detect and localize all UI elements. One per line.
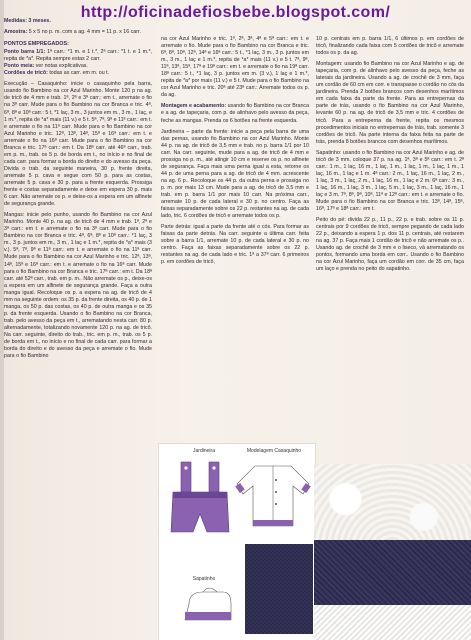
cordoes-text: todas as carr. em m. ou t. [47, 70, 110, 77]
schematic-panel [158, 443, 316, 640]
montagem-jardineira-paragraph: Montagem: usando fio Bambino na cor Azul Marinho e ag. de tapeçaria, com p. de alinhavo pelo avesso da peça, feche as laterais da jardineira. Usando a ag. de crochê de 3 mm, faça um cordão de 60 cm em corr. e transpasse o cordão no cós da jardineira. Prenda 2 botões brancos com desenhos marítimos em cada faixa da parte da frente. Para as entrepernas da parte de trás, usando o fio Bambino na cor Azul Marinho, levante 60 p. na ag. de tricô de 3,5 mm e tric. 4 cordões de tricô. Para a entreperna da frente, repita os mesmos procedimentos iniciais no entrepernas de trás, trab. somente 3 cordões de tricô. Na parte interna da faixa feita na parte de trás, prenda 8 botões brancos com desenhos marítimos. [316, 61, 464, 145]
jardineira-title: Jardineira [193, 448, 215, 454]
schematic-drawing [159, 444, 315, 640]
cordoes-label: Cordões de tricô: [4, 70, 48, 77]
col2-continuation: na cor Azul Marinho e tric. 1ª, 2ª, 3ª, 4ª e 5ª carr.: em t. e arremate o fio. Mude para o fio Bambino na cor Branca e tric. 6ª, 8ª, 10ª, 12ª, 14ª e 16ª carr.: 5 t., *1 laç, 3 m., 3 p. juntos em m., 3 m., 1 laç e 1 m.*, repita de *a* mais (11 v.) e 5 t. 7ª, 9ª, 11ª, 13ª, 15ª, 17ª e 19ª carr.: em t. e arremate o fio na 19ª carr. 18ª carr.: 5 t., *1 laç, 3 p. juntos em m. (3 v.), 1 laç e 1 m.*, repita de *a* por mais (11 v.) e 5 t. Mude para o fio Bambino na cor Azul Marinho e tric. 20ª até 23ª carr.: Arremate todos os p. da ag. [161, 36, 309, 99]
ponto-barra-text: 1ª carr.: *1 m. e 1 t.*, 2ª carr.: *1 t. e 1 m.*, repita de *a*. Repita sempre estas 2 carr. [4, 49, 153, 63]
ponto-barra-label: Ponto barra 1/1: [4, 49, 46, 56]
amostra-text: 5 x 5 no p. m. com a ag. 4 mm = 11 p. x 16 carr. [27, 29, 141, 36]
casaquinho-diagram [235, 466, 311, 526]
peito-paragraph: Peito do pé: divida 22 p., 11 p., 22 p. e trab. sobre os 11 p. centrais por 9 cordões de tricô, sempre pegando de cada lado 22 p., deixando a espera 1 p. dos 11 p. centrais, até restarem na ag. 37 p. Faça mais 1 cordão de tricô e não arremate os p.. Usando ag. de crochê de 3 mm e o liseco, vá arrematando os pontos, formando uma borda em corr.. Usando o fio Bambino na cor Azul Marinho, faça um cordão em corr. de 35 cm, faça um laço e prenda no peito do sapatinho. [316, 217, 464, 273]
column-3 [316, 14, 464, 278]
ponto-meia-label: Ponto meia: [4, 63, 35, 70]
montagem-paragraph [161, 103, 309, 124]
montagem-label: Montagem e acabamento: [161, 103, 227, 110]
blog-url[interactable]: http://oficinadefiosbebe.blogspot.com/ [80, 4, 391, 21]
medidas-text: Medidas: 3 meses. [4, 18, 51, 24]
jardineira-paragraph: Jardineira – parte da frente: inicie a peça pela barra de uma das pernas, usando fio Bambino na cor Azul Marinho. Monte 44 p. na ag. de tricô de 3,5 mm e trab. no p. barra 1/1 por 10 carr. Na carr. seguinte, mude para a ag. de tricô de 4 mm e prossiga no p. m., até atingir 10 cm e reserve os p. no alfinete de segurança. Faça mais uma perna igual a esta, retorne os 44 p. de uma perna para a ag. de tricô de 4 mm. acrescente na ag. 6 p.. Recoloque os 44 p. da outra perna e prossiga no p. m. por mais 13 cm. Mude para a ag. de tricô de 3,5 mm e trab. em p. barra 1/1 por mais 10 carr. Na próxima carr., arremate 10 p. de cada lateral e 30 p. no centro. Faça as faixas separadamente sobre os 22 p. restantes na ag. de cada lado, tric. 6 cordões de tricô e arremate todos os p. [161, 128, 309, 220]
ponto-barra-paragraph [4, 49, 152, 63]
ponto-meia-paragraph [4, 63, 152, 70]
tras-paragraph: Parte detrás: igual a parte da frente até o cós. Para formar as faixas da parte detrás. Na carr. seguinte a última carr. feita sobre a barra 1/1, arremate 10 p. de cada lateral e 30 p. no centro. Faça as faixas separadamente sobre os 22 p. restantes na ag. de cada lado e tric. 1ª a 37ª carr. 6 primeiros p. em cordões de tricô, [161, 224, 309, 266]
montagem-text: usando fio Bambino na cor Branca e a ag. de tapeçaria, com p. de alinhavo pelo avesso da peça, feche as mangas. Prenda os 6 botões na frente esquerda. [161, 103, 309, 124]
amostra-paragraph [4, 29, 152, 36]
column-1 [4, 14, 152, 364]
sapatinho-diagram [185, 588, 231, 620]
sapatinho-paragraph: Sapatinho: usando o fio Bambino na cor Azul Marinho e ag. de tricô de 3 mm, coloque 37 p. na ag. 1ª, 3ª e 5ª carr.: em t. 2ª carr.: 1 m., 1 laç, 16 m., 1 laç, 1 m., 1 laç, 1 m., 1 laç, 1 m., 1 laç, 16 m., 1 laç e 1 m. 4ª carr.: 2 m., 1 laç, 16 m., 1 laç, 2 m., 1 laç, 3 m., 1 laç, 2 m., 1 laç, 16 m., 1 laç e 2 m. 6ª carr.: 3 m., 1 laç, 16 m., 1 laç, 3 m., 1 laç, 5 m., 1 laç, 3 m., 1 laç, 16 m., 1 laç e 3 m. 7ª, 8ª, 9ª, 10ª, 11ª e 12ª carr.: em t. e arremate o fio. Mude para o fio Bambino na cor Branca e tric. 13ª, 14ª, 15ª, 16ª, 17ª e 18ª carr.: em t. [316, 149, 464, 213]
amostra-label: Amostra: [4, 29, 28, 36]
jardineira-diagram [171, 462, 229, 532]
ponto-meia-text: ver notas explicativas. [34, 63, 88, 70]
casaquinho-title: Modelagem Casaquinho [246, 448, 302, 454]
pontos-heading: PONTOS EMPREGADOS: [4, 41, 69, 48]
execucao-paragraph: Execução – Casaquinho: inicie o casaquinho pela barra, usando fio Bambino na cor Azul Marinho. Monte 120 p na ag. de tricô de 4 mm e trab. 1ª, 2ª e 3ª carr.: em t., arremate o fio na 3ª carr. Mude para o fio Bambino na cor Branca e tric. 4ª, 6ª, 8ª e 10ª carr.: 5 t, *1 laç, 3 m., 3 juntos em m., 3 m., 1 laç, e 1 m.*, repita de *a* mais (11 v.) e 5 t. 5ª, 7ª, 9ª e 11ª carr.: em t. e arremate o fio na 11ª carr. Mude para o fio Bambino na cor Azul Marinho e tric. 12ª, 13ª, 14ª, 15ª e 16ª carr.: em t. e arremate o fio na 16ª carr. Mude para o fio Bambino na cor Branca e tric. 17ª carr.: em t. Da 18ª carr. até 46ª carr., trab. em p. m., trab. os 5 p. de borda em t., no início e no final de cada carr. para formar a borda do direito e do avesso da peça. Divida o trab. da seguinte maneira, 30 p. frente direita, arremate 5 p. cava e segue com 50 p. para as costas, arremate 5 p. cava e 30 p. para a frente esquerda. Prossiga frente e costas separadamente e deixe em espera 30 p. mais 6 carr. Não arremate os p. e deixe-os a espera em um alfinete de segurança grande. [4, 81, 152, 208]
mangas-paragraph: Mangas: inicie pelo punho, usando fio Bambino na cor Azul Marinho. Monte 40 p. na ag. de tricô de 4 mm e trab. 1ª, 2ª e 3ª carr.: em t. e arremate o fio na 3ª carr. Mude para o fio Bambino na cor Branca e tric. 4ª, 6ª, 8ª e 10ª carr.: *1 laç, 3 m., 3 p. juntos em m., 3 m., 1 laç e 1 m.*, repita de *a* mais (3 v.). 5ª, 7ª, 9ª e 11ª carr.: em t. e arremate o fio na 11ª carr. Mude para o fio Bambino na cor Azul Marinho e tric. 12ª, 13ª, 14ª, 15ª e 16ª carr.: em t. e arremate o fio na 16ª carr. Mude para o fio Bambino na cor Branca e tric. 17ª carr.: em t. Da 18ª carr. até 52ª carr., trab. em p. m.. Não arremate os p., deixe-os a espera em um alfinete de segurança grande. Faça a outra manga igual. Recoloque os p. a espera na ag. de tricô de 4 mm na seguinte ordem: os 35 p. da frente direita, os 40 p. de 1 manga, os 50 p. das costas, os 40 p. de outra manga e os 35 p. da frente esquerda. Usando o fio Bambino na cor Branca, trab. pelo avesso da peça em t., arrematando nesta carr. 80 p. alternadamente, totalizando novamente 120 p. na ag. de tricô. Na carr. seguinte, direito do trab., tric. em p. m., trab. os 5 p. de borda em t., no início e no final de cada carr. para formar a borda do direito e do avesso da peça e arremate o fio. Mude para o fio Bambino [4, 212, 152, 360]
sapatinho-title: Sapatinho [192, 576, 216, 582]
col3-continuation: 10 p. centrais em p. barra 1/1, 6 últimos p. em cordões de tricô, finalizando cada faixa com 5 cordões de tricô e arremate todos os p. da ag. [316, 36, 464, 57]
column-2 [161, 14, 309, 270]
white-fabric-photo [314, 605, 471, 640]
cordoes-paragraph [4, 70, 152, 77]
